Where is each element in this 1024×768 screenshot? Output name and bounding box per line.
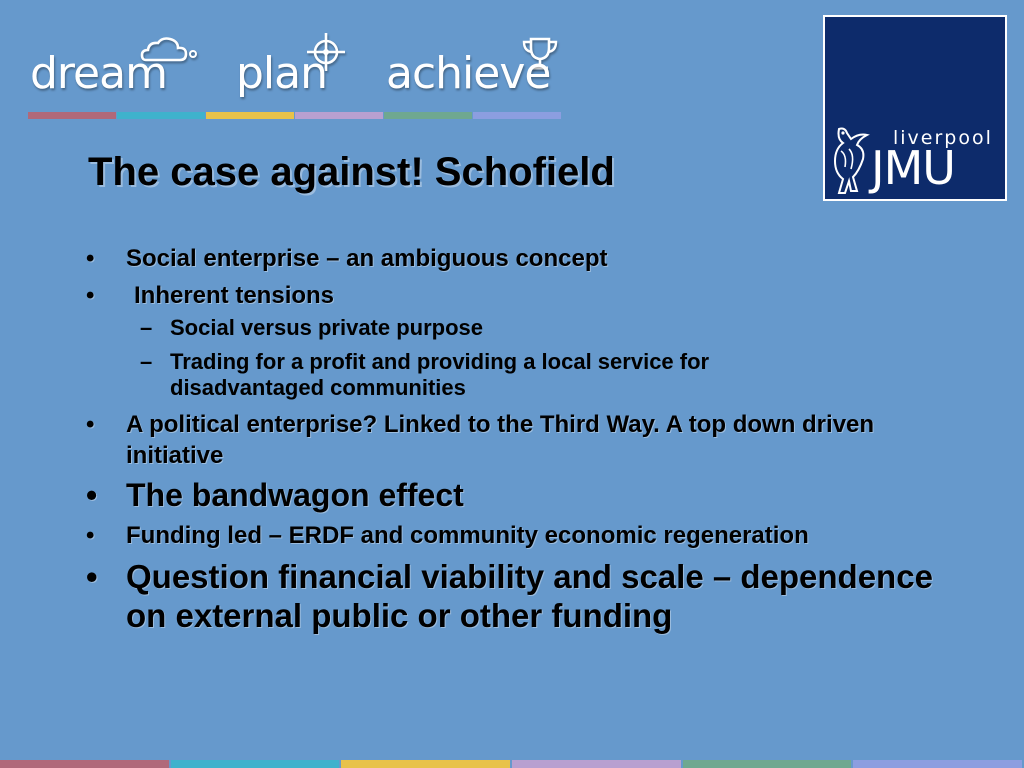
bullet-text: Inherent tensions bbox=[134, 282, 335, 309]
bullet-marker: • bbox=[86, 411, 95, 438]
bullet-item bbox=[84, 409, 946, 471]
bullet-marker: • bbox=[86, 558, 98, 595]
footer-stripe bbox=[683, 760, 852, 768]
bullet-item bbox=[84, 280, 954, 311]
bullet-marker: • bbox=[86, 522, 95, 549]
bullet-marker: • bbox=[86, 477, 98, 513]
brand-stripe bbox=[384, 112, 472, 119]
footer-stripe bbox=[512, 760, 681, 768]
bullet-text: A political enterprise? Linked to the Third Way. A top down driven initiative bbox=[126, 411, 875, 469]
slide-title: The case against! Schofield bbox=[88, 150, 615, 194]
brand-word-achieve: achieve bbox=[386, 48, 551, 99]
brand-stripe bbox=[473, 112, 561, 119]
bullet-item bbox=[84, 520, 954, 551]
bullet-list bbox=[84, 243, 954, 641]
footer-stripe bbox=[0, 760, 169, 768]
footer-color-stripes bbox=[0, 760, 1024, 768]
bullet-marker: • bbox=[86, 245, 95, 272]
brand-color-stripes bbox=[28, 112, 562, 119]
brand-stripe bbox=[28, 112, 116, 119]
sub-bullet-item bbox=[84, 349, 810, 401]
logo-text-jmu: JMU bbox=[871, 141, 955, 195]
footer-stripe bbox=[341, 760, 510, 768]
brand-word-plan: plan bbox=[236, 48, 328, 99]
sub-bullet-marker: – bbox=[140, 349, 153, 374]
bullet-text: Funding led – ERDF and community economic regeneration bbox=[126, 522, 809, 549]
sub-bullet-text: Trading for a profit and providing a local service for disadvantaged communities bbox=[170, 349, 710, 400]
bullet-item bbox=[84, 243, 954, 274]
footer-stripe bbox=[853, 760, 1022, 768]
bullet-text: Question financial viability and scale – dependence on external public or other funding bbox=[126, 558, 933, 634]
bullet-marker: • bbox=[86, 282, 95, 309]
logo-text-liverpool: liverpool bbox=[893, 127, 993, 149]
sub-bullet-text: Social versus private purpose bbox=[170, 315, 484, 340]
bullet-text: Social enterprise – an ambiguous concept bbox=[126, 245, 608, 272]
bullet-item bbox=[84, 477, 954, 514]
footer-stripe bbox=[171, 760, 340, 768]
brand-stripe bbox=[117, 112, 205, 119]
bullet-item bbox=[84, 557, 946, 635]
brand-stripe bbox=[206, 112, 294, 119]
bullet-text: The bandwagon effect bbox=[126, 477, 464, 513]
brand-word-dream: dream bbox=[30, 48, 167, 99]
sub-bullet-marker: – bbox=[140, 315, 153, 340]
branding-header bbox=[28, 34, 568, 124]
sub-bullet-item bbox=[84, 315, 954, 341]
liverpool-jmu-logo bbox=[823, 15, 1007, 201]
brand-stripe bbox=[295, 112, 383, 119]
